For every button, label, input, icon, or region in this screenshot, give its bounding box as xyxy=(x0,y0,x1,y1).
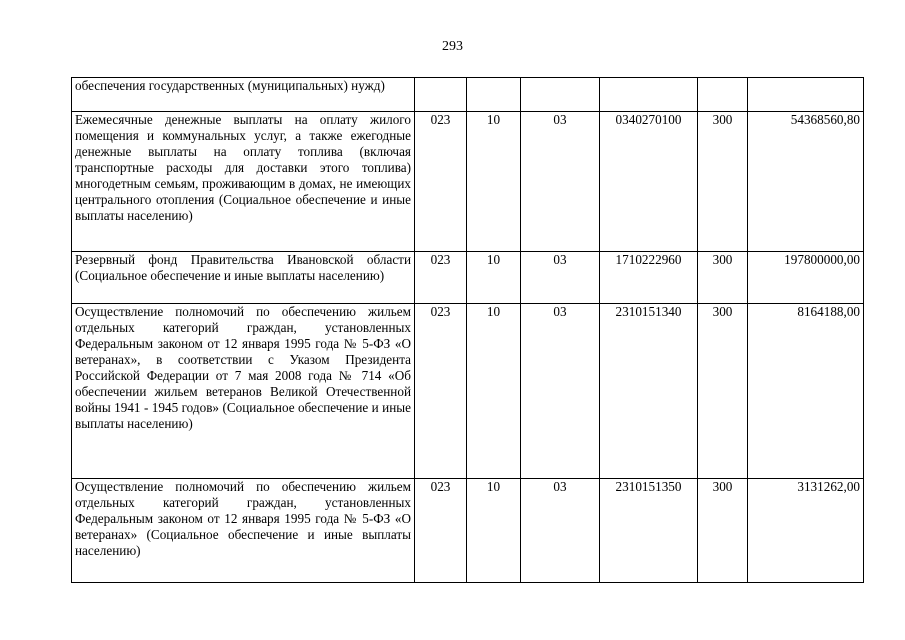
expense-type-code: 300 xyxy=(698,479,748,583)
ministry-code: 023 xyxy=(415,304,467,479)
ministry-code: 023 xyxy=(415,479,467,583)
ministry-code: 023 xyxy=(415,112,467,252)
row-description: Осуществление полномочий по обеспечению жильем отдельных категорий граждан, установленных Федеральным законом от 12 января 1995 года № 5-ФЗ «О ветеранах» (Социальное обеспечение и иные выплаты населению) xyxy=(72,479,415,583)
target-article-code: 2310151350 xyxy=(600,479,698,583)
target-article-code xyxy=(600,78,698,112)
table-row xyxy=(72,252,864,304)
amount xyxy=(748,78,864,112)
section-code: 10 xyxy=(467,112,521,252)
target-article-code: 1710222960 xyxy=(600,252,698,304)
subsection-code: 03 xyxy=(521,252,600,304)
subsection-code: 03 xyxy=(521,304,600,479)
expense-type-code: 300 xyxy=(698,304,748,479)
budget-table xyxy=(71,77,864,583)
row-description: Резервный фонд Правительства Ивановской области (Социальное обеспечение и иные выплаты населению) xyxy=(72,252,415,304)
row-description: обеспечения государственных (муниципальных) нужд) xyxy=(72,78,415,112)
table-row xyxy=(72,304,864,479)
row-description: Ежемесячные денежные выплаты на оплату жилого помещения и коммунальных услуг, а также ежегодные денежные выплаты на оплату топлива (включая транспортные расходы для доставки этого топлива) многодетным семьям, проживающим в домах, не имеющих центрального отопления (Социальное обеспечение и иные выплаты населению) xyxy=(72,112,415,252)
section-code: 10 xyxy=(467,252,521,304)
expense-type-code xyxy=(698,78,748,112)
expense-type-code: 300 xyxy=(698,252,748,304)
target-article-code: 2310151340 xyxy=(600,304,698,479)
ministry-code: 023 xyxy=(415,252,467,304)
amount: 3131262,00 xyxy=(748,479,864,583)
amount: 197800000,00 xyxy=(748,252,864,304)
table-row xyxy=(72,479,864,583)
amount: 54368560,80 xyxy=(748,112,864,252)
target-article-code: 0340270100 xyxy=(600,112,698,252)
row-description: Осуществление полномочий по обеспечению жильем отдельных категорий граждан, установленных Федеральным законом от 12 января 1995 года № 5-ФЗ «О ветеранах», в соответствии с Указом Президента Российской Федерации от 7 мая 2008 года № 714 «Об обеспечении жильем ветеранов Великой Отечественной войны 1941 - 1945 годов» (Социальное обеспечение и иные выплаты населению) xyxy=(72,304,415,479)
table-row xyxy=(72,112,864,252)
section-code: 10 xyxy=(467,479,521,583)
subsection-code: 03 xyxy=(521,479,600,583)
section-code xyxy=(467,78,521,112)
table-row xyxy=(72,78,864,112)
page-number: 293 xyxy=(442,39,463,54)
expense-type-code: 300 xyxy=(698,112,748,252)
ministry-code xyxy=(415,78,467,112)
amount: 8164188,00 xyxy=(748,304,864,479)
subsection-code: 03 xyxy=(521,112,600,252)
subsection-code xyxy=(521,78,600,112)
section-code: 10 xyxy=(467,304,521,479)
